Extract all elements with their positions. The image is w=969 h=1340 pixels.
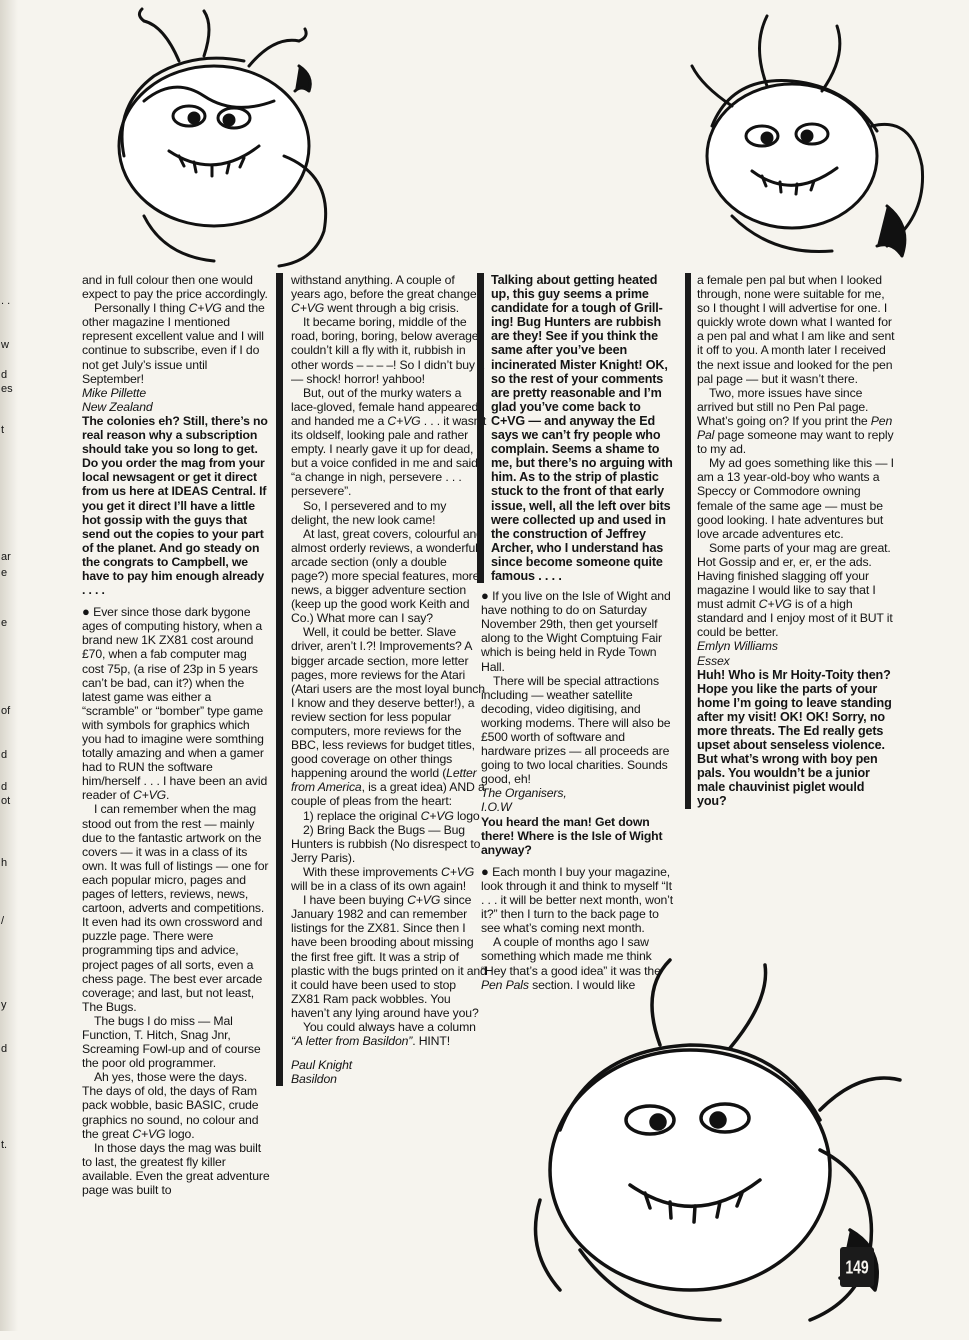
letter-text: My ad goes something like this — I am a 13 year-old-boy who wants a Speccy or Commodore owning female of the same age — must be good looking. I hate adventures but love arcade adventures etc. <box>697 456 894 541</box>
letter-text: The bugs I do miss — Mal Function, T. Hitch, Snag Jnr, Screaming Fowl-up and of course the poor old programmer. <box>82 1013 261 1071</box>
letter-text: Two, more issues have since arrived but still no Pen Pal page. What’s going on? If you print the Pen Pal page someone may want to reply to my ad. <box>697 385 894 457</box>
column-4 <box>685 273 895 809</box>
column-1 <box>82 273 270 1197</box>
bug-cartoon-icon <box>84 6 354 276</box>
letter-text: Personally I thing C+VG and the other magazine I mentioned represent excellent value and I will continue to subscribe, even if I do not get July’s issue until September! <box>82 301 265 386</box>
letter-text: A couple of months ago I saw something which made me think “Hey that’s a good idea” it was the Pen Pals section. I would like <box>481 935 661 992</box>
margin-fragment: d <box>1 749 8 761</box>
letter-text: It became boring, middle of the road, boring, boring, below average, couldn’t kill a fly with it, rubbish in other words – – – –! So I didn’t buy it — shock! horror! yahboo! <box>291 315 484 386</box>
editor-reply: The colonies eh? Still, there’s no real reason why a subscription should take you so long to get. Do you order the mag from your local newsagent or get it direct from us here at IDEAS Central. If you get it direct I’ll have a little hot gossip with the guys that send out the copies to your part of the planet. And go steady on the congrats to Campbell, we have to pay him enough already . . . . <box>82 413 268 598</box>
margin-fragment: es <box>1 383 13 395</box>
letter-text: I have been buying C+VG since January 1982 and can remember listings for the ZX81. Since then I have been brooding about missing the first free gift. It was a strip of plastic with the bugs printed on it and it could have been used to stop ZX81 Ram pack wobbles. You haven’t any lying around have you? <box>291 893 487 1020</box>
letter-text: and in full colour then one would expect to pay the price accordingly. <box>82 273 268 302</box>
letter-text: In those days the mag was built to last, the greatest fly killer available. Even the great adventure page was built to <box>82 1140 270 1197</box>
letter-text: I can remember when the mag stood out from the rest — mainly due to the fantastic artwork on the covers — it was in a class of its own. It was full of listings — one for each popular micro, pages and pages of letters, reviews, news, cartoon, adverts and competitions. It even had its own crossword and puzzle page. There were programming tips and advice, project pages of all sorts, even a chess page. The best ever arcade coverage; and last, but not least, The Bugs. <box>82 802 269 1014</box>
margin-fragment: h <box>1 857 8 869</box>
margin-fragment: of <box>1 705 11 717</box>
letter-text: There will be special attractions including — weather satellite decoding, video digitising, and working modems. There will also be £500 worth of software and hardware prizes — all proceeds are going to two local charities. Sounds good, eh! <box>481 673 671 787</box>
letter-text: 1) replace the original C+VG logo <box>303 808 480 823</box>
letter-text: ● If you live on the Isle of Wight and have nothing to do on Saturday November 29th, then get yourself along to the Wight Comptuing Fair which is being held in Ryde Town Hall. <box>481 589 677 674</box>
signature-name: Mike Pillette <box>82 385 147 400</box>
margin-fragment: e <box>1 567 8 579</box>
editor-reply: You heard the man! Get down there! Where is the Isle of Wight anyway? <box>481 814 663 857</box>
bug-cartoon-icon <box>672 6 942 276</box>
editor-reply: Talking about getting heated up, this guy seems a prime candidate for a tough of Grill-ing! Bug Hunters are rubbish are they! See if you think the same after you’ve been incinerated Mister Knight! OK, so the rest of your comments are pretty reasonable and I’m glad you’ve come back to C+VG — and anyway the Ed says we can’t fry people who complain. Seems a shame to me, but there’s no arguing with him. As to the strip of plastic stuck to the front of that early issue, well, all the left over bits were collected up and used in the construction of Jeffrey Archer, who I understand has since become someone quite famous . . . . <box>491 273 673 583</box>
signature-place: New Zealand <box>82 399 153 414</box>
signature-name: Emlyn Williams <box>697 639 778 654</box>
letter-text: At last, great covers, colourful and almost orderly reviews, a wonderful arcade section (only a double page?) more special features, more news, a bigger adventure section (keep up the good work Keith and Co.) What more can I say? <box>291 526 483 626</box>
letter-text: So, I persevered and to my delight, the new look came! <box>291 498 447 527</box>
editor-reply: Huh! Who is Mr Hoity-Toity then? Hope you like the parts of your home I’m going to leave standing after my visit! OK! OK! Sorry, no more threats. The Ed really gets upset about senseless violence. But what’s wrong with boy pen pals. You wouldn’t be a junior male chauvinist piglet would you? <box>697 667 892 809</box>
margin-fragment: d <box>1 781 8 793</box>
signature-name: The Organisers, <box>481 786 567 801</box>
letter-text: withstand anything. A couple of years ago, before the great change, C+VG went through a big crisis. <box>291 273 480 316</box>
page-number: 149 <box>840 1247 874 1287</box>
letter-text: But, out of the murky waters a lace-gloved, female hand appeared and handed me a C+VG . . . it wasn’t its oldself, looking pale and rather empty. I nearly gave it up for dead, but a voice confided in me and said “a change in nigh, persevere . . . persevere”. <box>291 385 487 499</box>
margin-fragments <box>0 280 16 1180</box>
signature-place: Basildon <box>291 1072 337 1087</box>
column-2 <box>276 273 487 1086</box>
letter-text: Ah yes, those were the days. The days of old, the days of Ram pack wobble, basic BASIC, crude graphics no sound, no colour and the great C+VG logo. <box>82 1070 259 1141</box>
margin-fragment: ot <box>1 795 11 807</box>
column-3 <box>481 273 677 992</box>
signature-place: I.O.W <box>481 800 512 815</box>
margin-fragment: d <box>1 1043 8 1055</box>
margin-fragment: t <box>1 424 5 436</box>
letter-text: Well, it could be better. Slave driver, aren’t I.?! Improvements? A bigger arcade section, more letter pages, more reviews for the Atari (Atari users are the most loyal bunch I know and they deserve better!), a review section for less popular computers, more reviews for the BBC, less reviews for budget titles, good coverage on other things happening around the world (Letter from America, is a great idea) AND a couple of pleas from the heart: <box>291 625 485 809</box>
letter-text: ● Ever since those dark bygone ages of computing history, when a brand new 1K ZX81 cost around £70, when a fab computer mag cost 75p, (a rise of 23p in 5 years can’t be bad, can it?) when the latest game was either a “scramble” or “bomber” type game with symbols for graphics which you had to imagine were somthing totally amazing and when a gamer had to RUN the software him/herself . . . I have been an avid reader of C+VG. <box>82 605 270 802</box>
margin-fragment: w <box>1 339 9 351</box>
letter-text: a female pen pal but when I looked through, none were suitable for me, so I thought I will advertise for one. I quickly wrote down what I wanted for a pen pal and what I am like and sent it off to you. A month later I received the next issue and looked for the pen pal page — but it wasn’t there. <box>697 273 895 386</box>
letter-text: Some parts of your mag are great. Hot Gossip and er, er, er the ads. Having finished slagging off your magazine I would like to say that I must admit C+VG is of a high standard and I enjoy most of it BUT it could be better. <box>697 540 893 640</box>
signature-name: Paul Knight <box>291 1058 353 1073</box>
letter-text: You could always have a column “A letter from Basildon”. HINT! <box>291 1019 476 1049</box>
signature-place: Essex <box>697 653 730 668</box>
margin-fragment: . . <box>1 295 11 307</box>
margin-fragment: d <box>1 369 8 381</box>
margin-fragment: e <box>1 617 8 629</box>
letter-text: ● Each month I buy your magazine, look through it and think to myself “It . . . it will be better next month, won’t it?” then I turn to the back page to see what’s coming next month. <box>481 865 677 935</box>
bug-cartoon-icon <box>520 950 940 1340</box>
margin-fragment: / <box>1 915 5 927</box>
letter-text: 2) Bring Back the Bugs — Bug Hunters is rubbish (No disrespect to Jerry Paris). <box>291 822 481 865</box>
margin-fragment: t. <box>1 1139 8 1151</box>
margin-fragment: y <box>1 999 7 1011</box>
letter-text: With these improvements C+VG will be in a class of its own again! <box>291 864 475 894</box>
margin-fragment: ar <box>1 551 11 563</box>
